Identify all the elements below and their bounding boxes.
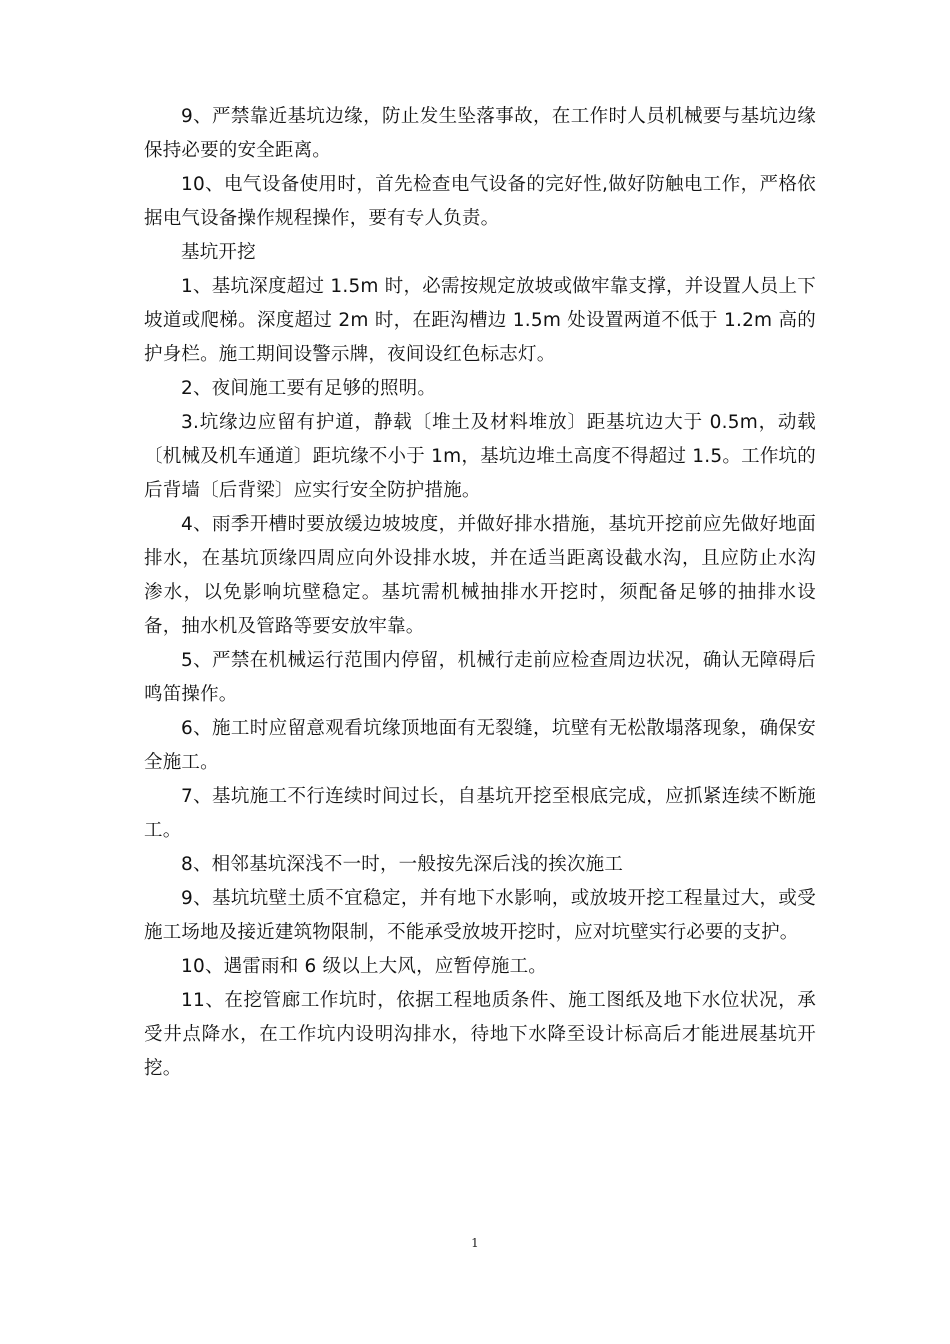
- paragraph-safety-edge-distance: 9、严禁靠近基坑边缘，防止发生坠落事故，在工作时人员机械要与基坑边缘保持必要的安全距离。: [144, 106, 816, 161]
- paragraph-pit-edge-berm: 3.坑缘边应留有护道，静载〔堆土及材料堆放〕距基坑边大于 0.5m，动载〔机械及机车通道〕距坑缘不小于 1m，基坑边堆土高度不得超过 1.5。工作坑的后背墙〔后背梁〕应实行安全防护措施。: [144, 412, 816, 501]
- paragraph-continuous-construction: 7、基坑施工不行连续时间过长，自基坑开挖至根底完成，应抓紧连续不断施工。: [144, 786, 816, 841]
- paragraph-wall-support: 9、基坑坑壁土质不宜稳定，并有地下水影响，或放坡开挖工程量过大，或受施工场地及接近建筑物限制，不能承受放坡开挖时，应对坑壁实行必要的支护。: [144, 888, 816, 943]
- page-number: 1: [471, 1236, 479, 1250]
- paragraph-adjacent-pits: 8、相邻基坑深浅不一时，一般按先深后浅的挨次施工: [181, 854, 624, 875]
- document-body: [144, 100, 816, 1086]
- paragraph-night-lighting: 2、夜间施工要有足够的照明。: [181, 378, 437, 399]
- paragraph-dewatering: 11、在挖管廊工作坑时，依据工程地质条件、施工图纸及地下水位状况，承受井点降水，在工作坑内设明沟排水，待地下水降至设计标高后才能进展基坑开挖。: [144, 990, 816, 1079]
- paragraph-crack-observation: 6、施工时应留意观看坑缘顶地面有无裂缝，坑壁有无松散塌落现象，确保安全施工。: [144, 718, 816, 773]
- paragraph-rainy-season-drainage: 4、雨季开槽时要放缓边坡坡度，并做好排水措施，基坑开挖前应先做好地面排水，在基坑顶缘四周应向外设排水坡，并在适当距离设截水沟，且应防止水沟渗水，以免影响坑壁稳定。基坑需机械抽排水开挖时，须配备足够的抽排水设备，抽水机及管路等要安放牢靠。: [144, 514, 816, 637]
- paragraph-machinery-range: 5、严禁在机械运行范围内停留，机械行走前应检查周边状况，确认无障碍后鸣笛操作。: [144, 650, 816, 705]
- section-heading-excavation: 基坑开挖: [181, 242, 256, 263]
- paragraph-slope-support: 1、基坑深度超过 1.5m 时，必需按规定放坡或做牢靠支撑，并设置人员上下坡道或爬梯。深度超过 2m 时，在距沟槽边 1.5m 处设置两道不低于 1.2m 高的护身栏。施工期间设警示牌，夜间设红色标志灯。: [144, 276, 816, 365]
- paragraph-electrical-safety: 10、电气设备使用时，首先检查电气设备的完好性,做好防触电工作，严格依据电气设备操作规程操作，要有专人负责。: [144, 174, 816, 229]
- paragraph-weather-stop: 10、遇雷雨和 6 级以上大风，应暂停施工。: [181, 956, 547, 977]
